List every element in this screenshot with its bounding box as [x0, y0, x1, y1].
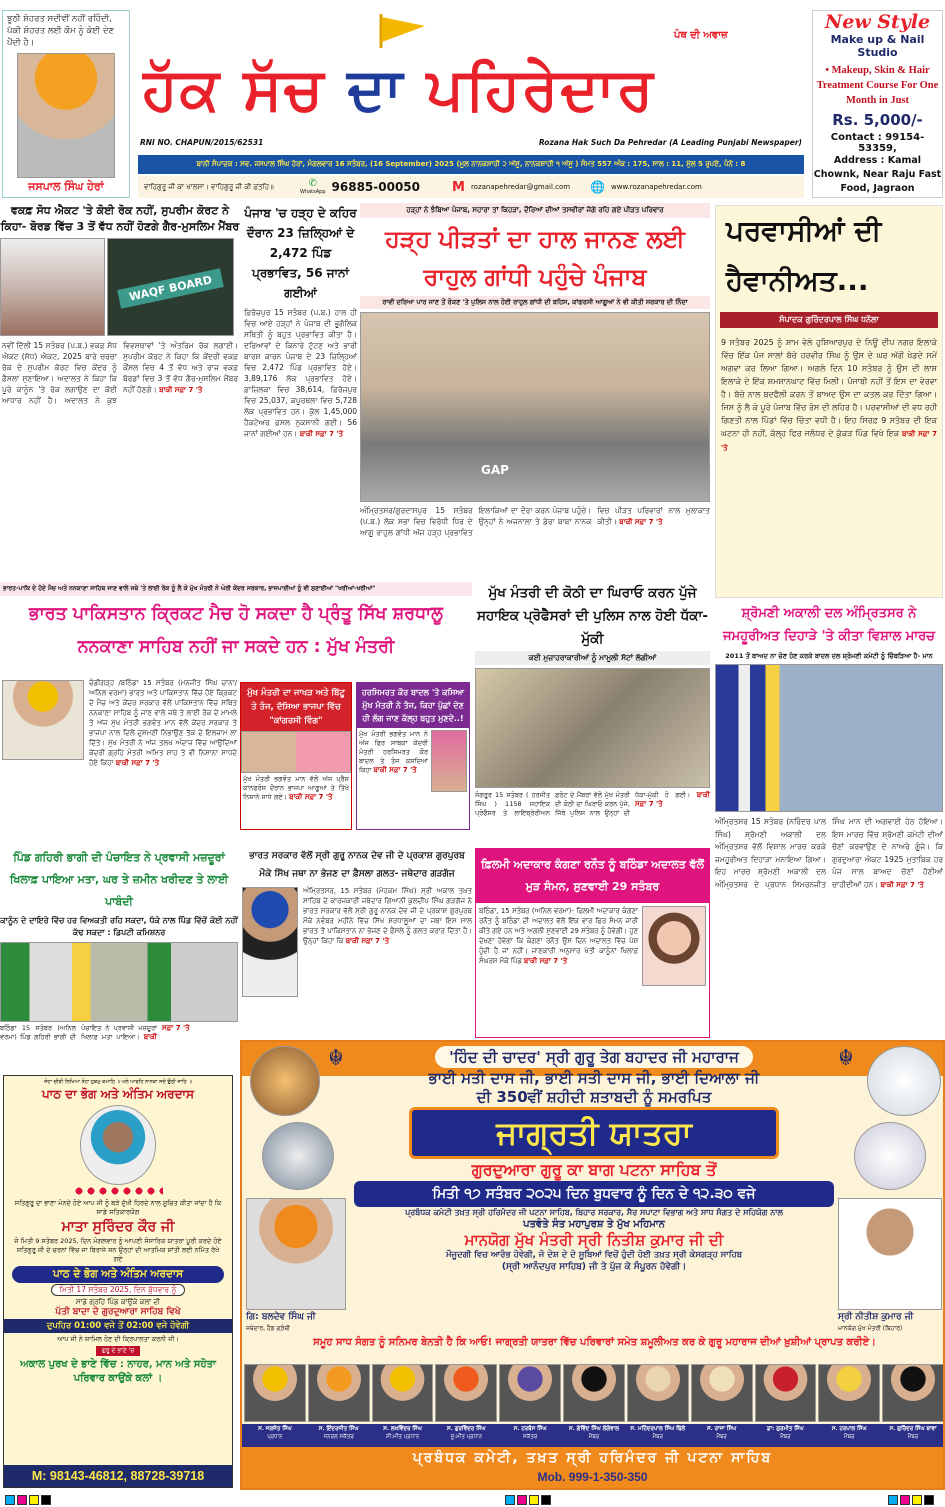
sad-body-text: ਅੰਮ੍ਰਿਤਸਰ 15 ਸਤੰਬਰ (ਨਰਿੰਦਰ ਪਾਲ ਸਿੰਘ) ਸ਼੍ਰੋਮਣੀ ਅਕਾਲੀ ਦਲ ਅੰਮ੍ਰਿਤਸਰ ਵੱਲੋਂ ਵਿਸ਼ਾਲ ਮਾਰਚ ਕਰਕੇ ਜਮਹੂਰੀਅਤ ਦਿਹਾੜਾ ਮਨਾਇਆ ਗਿਆ। ਇਹ ਮਾਰਚ ਸ਼੍ਰੋਮਣੀ ਅਕਾਲੀ ਦਲ ਅੰਮ੍ਰਿਤਸਰ ਦੇ ਪ੍ਰਧਾਨ ਸਿਮਰਨਜੀਤ ਸਿੰਘ ਮਾਨ ਦੀ ਅਗਵਾਈ ਹੇਠ ਹੋਇਆ। ਇਸ ਮਾਰਚ ਵਿੱਚ ਸ਼੍ਰੋਮਣੀ ਕਮੇਟੀ ਦੀਆਂ ਚੋਣਾਂ ਕਰਵਾਉਣ ਦੇ ਨਾਅਰੇ ਗੂੰਜੇ। ਕਿ ਗੁਰਦੁਆਰਾ ਐਕਟ 1925 ਮੁਤਾਬਿਕ ਹਰ ਪੰਜ ਸਾਲ ਬਾਅਦ ਚੋਣਾਂ ਹੋਣੀਆਂ ਚਾਹੀਦੀਆਂ ਹਨ। [715, 817, 943, 889]
sad-march-story [715, 602, 943, 1037]
member-name: ਸ. ਗੁਰਵਿੰਦਰ ਸਿੰਘ [447, 1426, 486, 1432]
tagline: ਪੰਥ ਦੀ ਅਵਾਜ਼ [674, 30, 728, 41]
member-photo [818, 1364, 880, 1422]
sad-subline: 2011 ਤੋਂ ਬਾਅਦ ਨਾ ਚੋਣ ਹੋਣ ਕਰਕੇ ਬਾਦਲ ਦਲ ਸ਼੍ਰੋਮਣੀ ਕਮੇਟੀ ਨੂੰ ਚਿੰਬੜਿਆ ਹੈ- ਮਾਨ [725, 652, 933, 660]
member-name: ਸ. ਗੁਰਿੰਦਰ ਸਿੰਘ ਬਾਵਾ [889, 1426, 937, 1432]
committee-member [563, 1364, 625, 1441]
migrant-body-text: ਬਠਿੰਡਾ 15 ਸਤੰਬਰ (ਅਨਿਲ ਵਰਮਾ) ਪਿੰਡ ਗਹਿਰੀ ਭਾਗੀ ਦੀ ਪੰਚਾਇਤ ਨੇ ਪ੍ਰਵਾਸੀ ਮਜ਼ਦੂਰਾਂ ਖਿਲਾਫ਼ ਮਤਾ ਪਾਇਆ। [0, 1024, 157, 1041]
gurdwara-photo-left [262, 1122, 334, 1190]
ad-contact: Contact : 99154-53359, [830, 132, 925, 154]
kangana-body-text: ਬਠਿੰਡਾ, 15 ਸਤੰਬਰ (ਅਨਿਲ ਵਰਮਾ)- ਫ਼ਿਲਮੀ ਅਦਾਕਾਰ ਕੰਗਣਾ ਰਨੌਤ ਨੂੰ ਬਠਿੰਡਾ ਦੀ ਅਦਾਲਤ ਵੱਲੋਂ ਇੱਕ ਵਾਰ ਫਿਰ ਸੰਮਨ ਜਾਰੀ ਕੀਤੇ ਗਏ ਹਨ ਅਤੇ ਅਗਲੀ ਸੁਣਵਾਈ 29 ਸਤੰਬਰ ਨੂੰ ਹੋਵੇਗੀ। ਹੁਣ ਦੇਖਣਾ ਹੋਵੇਗਾ ਕਿ ਕੰਗਣਾ ਰਨੌਤ ਉਸ ਦਿਨ ਅਦਾਲਤ ਵਿੱਚ ਪੇਸ਼ ਹੁੰਦੀ ਹੈ ਜਾਂ ਨਹੀਂ। ਜਾਣਕਾਰੀ ਅਨੁਸਾਰ ਖੇਤੀ ਕਾਨੂੰਨਾਂ ਖਿਲਾਫ਼ ਸੰਘਰਸ਼ ਮੌਕੇ ਪਿੰਡ [479, 907, 638, 965]
flood-headline: ਪੰਜਾਬ 'ਚ ਹੜ੍ਹ ਦੇ ਕਹਿਰ ਦੌਰਾਨ 23 ਜ਼ਿਲ੍ਹਿਆਂ ਦੇ 2,472 ਪਿੰਡ ਪ੍ਰਭਾਵਿਤ, 56 ਜਾਨਾਂ ਗਈਆਂ [244, 206, 357, 300]
whatsapp-badge [300, 178, 326, 196]
editorial-more-link[interactable]: ਬਾਕੀ ਸਫ਼ਾ 7 'ਤੇ [721, 430, 937, 452]
flood-body [244, 307, 357, 440]
cm-protest-story [475, 582, 710, 837]
panchayat-photo [0, 942, 238, 1022]
obit-divider: ਗੁਰੂ ਦੇ ਭਾਣੇ 'ਚ [96, 1346, 141, 1356]
kangana-content [476, 903, 709, 989]
rahul-photo [360, 312, 710, 502]
yatra-top: 'ਹਿੰਦ ਦੀ ਚਾਦਰ' ਸ੍ਰੀ ਗੁਰੂ ਤੇਗ ਬਹਾਦਰ ਜੀ ਮਹਾਰਾਜ [435, 1046, 753, 1068]
waqf-more-link[interactable]: ਬਾਕੀ ਸਫ਼ਾ 7 'ਤੇ [159, 386, 203, 394]
globe-icon: 🌐 [590, 180, 606, 194]
waqf-story [0, 203, 240, 578]
committee-member [435, 1364, 497, 1441]
yatra-origin: ਗੁਰਦੁਆਰਾ ਗੁਰੂ ਕਾ ਬਾਗ ਪਟਨਾ ਸਾਹਿਬ ਤੋਂ [471, 1160, 717, 1179]
yatra-center [354, 1046, 834, 1273]
committee-member [244, 1364, 306, 1441]
committee-members [244, 1364, 944, 1441]
committee-member [372, 1364, 434, 1441]
obit-intro: ਸਤਿਗੁਰੂ ਦਾ ਭਾਣਾ ਮੰਨਦੇ ਹੋਏ ਆਪ ਜੀ ਨੂੰ ਬੜੇ ਦੁੱਖੀ ਹਿਰਦੇ ਨਾਲ ਸੂਚਿਤ ਕੀਤਾ ਜਾਂਦਾ ਹੈ ਕਿ ਸਾਡੇ ਸਤਿਕਾਰਯੋਗ [14, 1199, 222, 1216]
jakhar-bittu-photo [241, 731, 351, 773]
gap-shirt-text: GAP [481, 463, 509, 477]
member-role: ਮੈਂਬਰ [780, 1434, 791, 1440]
box-harsimrat [356, 682, 470, 830]
harsimrat-headline: ਹਰਸਿਮਰਤ ਕੌਰ ਬਾਦਲ 'ਤੇ ਕਸਿਆ ਮੁੱਖ ਮੰਤਰੀ ਨੇ ਤੰਜ, ਕਿਹਾ ਪੁੱਛਾਂ ਦੇਣ ਹੀ ਲੱਗ ਜਾਣ ਕੱਲ੍ਹ ਬਹੁਤ ਮੁਣਦੇ..! [357, 683, 469, 728]
kangana-body [479, 906, 638, 986]
bittu-body-text: ਮੁੱਖ ਮੰਤਰੀ ਭਗਵੰਤ ਮਾਨ ਵੱਲੋਂ ਅੱਜ ਪ੍ਰੈਸ ਕਾਨਫਰੰਸ ਦੌਰਾਨ ਭਾਜਪਾ ਆਗੂਆਂ ਤੇ ਤਿੱਖੇ ਨਿਸ਼ਾਨੇ ਸਾਧੇ ਗਏ। [243, 775, 349, 801]
member-name: ਸ. ਰਾਜਾ ਸਿੰਘ [706, 1426, 737, 1432]
obit-request: ਆਪ ਜੀ ਨੇ ਸ਼ਾਮਿਲ ਹੋਣ ਦੀ ਕ੍ਰਿਪਾਲਤਾ ਕਰਨੀ ਜੀ। [57, 1335, 179, 1343]
migrant-more-link[interactable]: ਬਾਕੀ ਸਫ਼ਾ 7 'ਤੇ [143, 1024, 190, 1041]
committee-member [755, 1364, 817, 1441]
waqf-headline: ਵਕਫ਼ ਸੋਧ ਐਕਟ 'ਤੇ ਕੋਈ ਰੋਕ ਨਹੀਂ, ਸੁਪਰੀਮ ਕੋਰਟ ਨੇ ਕਿਹਾ- ਬੋਰਡ ਵਿੱਚ 3 ਤੋਂ ਵੱਧ ਨਹੀਂ ਹੋਣਗੇ ਗੈਰ-ਮੁਸਲਿਮ ਮੈਂਬਰ [0, 204, 240, 233]
yatra-line1: ਭਾਈ ਮਤੀ ਦਾਸ ਜੀ, ਭਾਈ ਸਤੀ ਦਾਸ ਜੀ, ਭਾਈ ਦਿਆਲਾ ਜੀ [428, 1069, 760, 1087]
yatra-guests: ਪਤਵੰਤੇ ਸੰਤ ਮਹਾਪੁਰਸ਼ ਤੇ ਮੁੱਖ ਮਹਿਮਾਨ [523, 1219, 665, 1230]
rahul-body-text: ਅੰਮ੍ਰਿਤਸਰ/ਗੁਰਦਾਸਪੁਰ 15 ਸਤੰਬਰ (ਪ.ਬ.) ਲੋਕ ਸਭਾ ਵਿਚ ਵਿਰੋਧੀ ਧਿਰ ਦੇ ਆਗੂ ਰਾਹੁਲ ਗਾਂਧੀ ਅੱਜ ਹੜ੍ਹ ਪ੍ਰਭਾਵਿਤ ਇਲਾਕਿਆਂ ਦਾ ਦੌਰਾ ਕਰਨ ਪੰਜਾਬ ਪਹੁੰਚੇ। ਉਨ੍ਹਾਂ ਨੇ ਅਜਨਾਲਾ ਤੇ ਡੇਰਾ ਬਾਬਾ ਨਾਨਕ ਵਿਚ ਪੀੜਤ ਪਰਿਵਾਰਾਂ ਨਾਲ ਮੁਲਾਕਾਤ ਕੀਤੀ। [360, 506, 710, 537]
roses-decoration [73, 1185, 163, 1197]
member-photo [755, 1364, 817, 1422]
obit-title: ਪਾਠ ਦਾ ਭੋਗ ਅਤੇ ਅੰਤਿਮ ਅਰਦਾਸ [42, 1087, 194, 1101]
new-style-ad [812, 10, 943, 198]
whatsapp-number[interactable]: 96885-00050 [331, 180, 420, 194]
title-da: ਦਾ [347, 55, 405, 123]
khanda-icon-right: ☬ [838, 1046, 854, 1071]
sad-body [715, 816, 943, 891]
sad-headline: ਸ਼੍ਰੋਮਣੀ ਅਕਾਲੀ ਦਲ ਅੰਮ੍ਰਿਤਸਰ ਨੇ ਜਮਹੂਰੀਅਤ ਦਿਹਾੜੇ 'ਤੇ ਕੀਤਾ ਵਿਸ਼ਾਲ ਮਾਰਚ [723, 606, 935, 644]
obit-phone[interactable]: M: 98143-46812, 88728-39718 [4, 1465, 232, 1487]
kangana-story [475, 848, 710, 1038]
founder-photo [17, 53, 115, 178]
rahul-kicker: ਹੜ੍ਹਾਂ ਨੇ ਝੰਬਿਆ ਪੰਜਾਬ, ਸਹਾਰਾ ਤਾਂ ਕਿਹੜਾ, ਦੌਰਿਆਂ ਦੀਆਂ ਤਸਵੀਰਾਂ ਜੋਗੇ ਰਹਿ ਗਏ ਪੀੜਤ ਪਰਿਵਾਰ [360, 203, 710, 218]
sad-more-link[interactable]: ਬਾਕੀ ਸਫ਼ਾ 7 'ਤੇ [880, 880, 924, 889]
member-name: ਸ. ਹਰਬੰਸ ਸਿੰਘ [513, 1426, 547, 1432]
cm-protest-headline: ਮੁੱਖ ਮੰਤਰੀ ਦੀ ਕੋਠੀ ਦਾ ਘਿਰਾਓ ਕਰਨ ਪੁੱਜੇ ਸਹਾਇਕ ਪ੍ਰੋਫੈਸਰਾਂ ਦੀ ਪੁਲਿਸ ਨਾਲ ਹੋਈ ਧੱਕਾ-ਮੁੱਕੀ [477, 585, 708, 647]
contact-strip [138, 176, 804, 198]
committee-member [691, 1364, 753, 1441]
founder-quote: ਝੂਠੀ ਸ਼ੋਹਰਤ ਸਦੀਵੀਂ ਨਹੀਂ ਰਹਿੰਦੀ, ਪੱਕੀ ਸ਼ੋਹਰਤ ਲਈ ਕੌਮ ਨੂੰ ਕੋਈ ਦੇਣ ਪੈਂਦੀ ਹੈ। [7, 14, 115, 48]
flood-story [244, 203, 357, 578]
harsimrat-content [357, 728, 469, 794]
gurdwara-photo-right [854, 1122, 926, 1190]
member-photo [691, 1364, 753, 1422]
khanda-icon-left: ☬ [328, 1046, 344, 1071]
gmail-icon: M [452, 179, 465, 195]
ad-address: Address : Kamal Chownk, Near Raju Fast Food, Jagraon [813, 155, 942, 194]
cricket-body-text: ਚੰਡੀਗੜ੍ਹ /ਬਠਿੰਡਾ 15 ਸਤੰਬਰ (ਮਨਜੀਤ ਸਿੰਘ ਚਾਨਾ/ ਅਨਿਲ ਵਰਮਾ) ਭਾਰਤ ਅਤੇ ਪਾਕਿਸਤਾਨ ਵਿੱਚ ਹੋਏ ਕ੍ਰਿਕਟ ਦੇ ਮੈਚ ਅਤੇ ਕੇਂਦਰ ਸਰਕਾਰ ਵੱਲੋਂ ਪਾਕਿਸਤਾਨ ਵਿੱਚ ਸਥਿਤ ਨਨਕਾਣਾ ਸਾਹਿਬ ਨੂੰ ਜਾਣ ਵਾਲੇ ਜਥੇ ਤੇ ਲਾਈ ਰੋਕ ਦੇ ਮਾਮਲੇ ਤੇ ਅੱਜ ਮੁੱਖ ਮੰਤਰੀ ਭਗਵੰਤ ਮਾਨ ਵੱਲੋਂ ਕੇਂਦਰ ਸਰਕਾਰ ਤੇ ਭਾਜਪਾ ਨਾਲ ਦਿਲੋਂ ਦੁਸ਼ਮਣੀ ਨਿਭਾਉਣ ਤੱਕ ਦੇ ਇਲਜ਼ਾਮ ਲਾ ਦਿੱਤੇ। ਮੁੱਖ ਮੰਤਰੀ ਨੇ ਅੱਜ ਤਲਖ ਅੰਦਾਜ਼ ਵਿੱਚ ਆਉਂਦਿਆਂ ਕੇਂਦਰੀ ਗ੍ਰਹਿ ਮੰਤਰੀ ਅਮਿਤ ਸ਼ਾਹ ਤੇ ਵੀ ਨਿਸ਼ਾਨਾ ਸਾਧਦੇ ਹੋਏ ਕਿਹਾ [89, 679, 237, 767]
cricket-body [2, 678, 237, 768]
supreme-court-photo [0, 238, 105, 336]
cricket-more-link[interactable]: ਬਾਕੀ ਸਫ਼ਾ 7 'ਤੇ [115, 759, 160, 767]
rahul-body [360, 505, 710, 538]
member-role: ਮੈਂਬਰ [588, 1434, 600, 1440]
cm-protest-more-link[interactable]: ਬਾਕੀ ਸਫ਼ਾ 7 'ਤੇ [635, 791, 710, 808]
bittu-headline: ਮੁੱਖ ਮੰਤਰੀ ਦਾ ਜਾਖੜ ਅਤੇ ਬਿੱਟੂ ਤੇ ਤੰਜ, ਦੱਸਿਆ ਭਾਜਪਾ ਵਿੱਚ "ਕਾਂਗਰਸੀ ਵਿੰਗ" [241, 683, 351, 731]
yatra-date: ਮਿਤੀ ੧੭ ਸਤੰਬਰ ੨੦੨੫ ਦਿਨ ਬੁਧਵਾਰ ਨੂੰ ਦਿਨ ਦੇ ੧੨.੩੦ ਵਜੇ [354, 1181, 834, 1207]
migrant-body [0, 1024, 238, 1042]
waqf-board-sign: WAQF BOARD [117, 268, 224, 308]
patna-sahib-photo [867, 1046, 941, 1116]
nishan-sahib-flag-icon [377, 14, 427, 48]
kangana-headline: ਫ਼ਿਲਮੀ ਅਦਾਕਾਰ ਕੰਗਣਾ ਰਨੌਤ ਨੂੰ ਬਠਿੰਡਾ ਅਦਾਲਤ ਵੱਲੋਂ ਮੁੜ ਸੰਮਨ, ਸੁਣਵਾਈ 29 ਸਤੰਬਰ [476, 849, 709, 903]
yatra-end: (ਸ੍ਰੀ ਆਨੰਦਪੁਰ ਸਾਹਿਬ) ਜੀ ਤੇ ਪੁੱਜ ਕੇ ਸੰਪੂਰਨ ਹੋਵੇਗੀ। [501, 1262, 687, 1272]
founder-box [2, 10, 130, 198]
obituary-ad [3, 1075, 233, 1488]
cricket-headline: ਭਾਰਤ ਪਾਕਿਸਤਾਨ ਕ੍ਰਿਕਟ ਮੈਚ ਹੋ ਸਕਦਾ ਹੈ ਪ੍ਰੰਤੂ ਸਿੱਖ ਸ਼ਰਧਾਲੂ ਨਨਕਾਣਾ ਸਾਹਿਬ ਨਹੀਂ ਜਾ ਸਕਦੇ ਹਨ : ਮੁੱਖ ਮੰਤਰੀ [29, 604, 443, 657]
obit-place1: ਸਾਡੇ ਗ੍ਰਹਿ ਪਿੰਡ ਕਾਉਂਕੇ ਕਲਾਂ ਦੀ [75, 1298, 161, 1306]
masthead [134, 10, 808, 198]
rahul-more-link[interactable]: ਬਾਕੀ ਸਫ਼ਾ 7 'ਤੇ [619, 518, 663, 526]
masthead-title [142, 50, 802, 128]
member-photo [563, 1364, 625, 1422]
website-link[interactable]: www.rozanapehredar.com [611, 183, 702, 191]
gurpurab-body-text: ਅੰਮ੍ਰਿਤਸਰ, 15 ਸਤੰਬਰ (ਮੋਹਕਮ ਸਿੰਘ) ਸ੍ਰੀ ਅਕਾਲ ਤਖ਼ਤ ਸਾਹਿਬ ਦੇ ਕਾਰਜਕਾਰੀ ਜਥੇਦਾਰ ਗਿਆਨੀ ਕੁਲਦੀਪ ਸਿੰਘ ਗੜਗੱਜ ਨੇ ਭਾਰਤ ਸਰਕਾਰ ਵੱਲੋਂ ਸ੍ਰੀ ਗੁਰੂ ਨਾਨਕ ਦੇਵ ਜੀ ਦੇ ਪ੍ਰਕਾਸ਼ ਗੁਰਪੁਰਬ ਮੌਕੇ ਨਵੰਬਰ ਮਹੀਨੇ ਵਿੱਚ ਸਿੱਖ ਸ਼ਰਧਾਲੂਆਂ ਦਾ ਜਥਾ ਇਸ ਸਾਲ ਭਾਰਤ ਤੋਂ ਪਾਕਿਸਤਾਨ ਨਾ ਭੇਜਣ ਦੇ ਫ਼ੈਸਲੇ ਨੂੰ ਗਲਤ ਕਰਾਰ ਦਿੱਤਾ ਹੈ। ਉਨ੍ਹਾਂ ਕਿਹਾ ਕਿ [303, 887, 472, 945]
member-name: ਸ. ਮਹਿੰਦਰਪਾਲ ਸਿੰਘ ਢਿੱਲੋਂ [630, 1426, 686, 1432]
baldev-singh-name: ਗਿ: ਬਲਦੇਵ ਸਿੰਘ ਜੀ [246, 1312, 316, 1322]
rahul-story [360, 203, 710, 578]
whatsapp-icon: ✆ [308, 178, 317, 189]
box-bittu [240, 682, 352, 830]
flood-more-link[interactable]: ਬਾਕੀ ਸਫ਼ਾ 7 'ਤੇ [299, 430, 344, 438]
migrant-headline: ਪਿੰਡ ਗਹਿਰੀ ਭਾਗੀ ਦੀ ਪੰਚਾਇਤ ਨੇ ਪ੍ਰਵਾਸੀ ਮਜ਼ਦੂਰਾਂ ਖਿਲਾਫ਼ ਪਾਇਆ ਮਤਾ, ਘਰ ਤੇ ਜ਼ਮੀਨ ਖਰੀਦਣ ਤੇ ਲਾਈ ਪਾਬੰਦੀ [9, 851, 229, 908]
cricket-kicker: ਭਾਰਤ-ਪਾਕਿ ਦੇ ਹੋਏ ਮੈਚ ਅਤੇ ਨਨਕਾਣਾ ਸਾਹਿਬ ਜਾਣ ਵਾਲੇ ਜਥੇ 'ਤੇ ਲਾਈ ਰੋਕ ਨੂੰ ਲੈ ਕੇ ਮੁੱਖ ਮੰਤਰੀ ਨੇ ਘੇਰੀ ਕੇਂਦਰ ਸਰਕਾਰ, ਭਾਜਪਾਈਆਂ ਨੂੰ ਵੀ ਸੁਣਾਈਆਂ "ਖਰੀਆਂ-ਖਰੀਆਂ" [0, 582, 472, 596]
cmyk-marks-mid [505, 1495, 551, 1505]
baldev-singh-role: ਜਥੇਦਾਰ, ਹੈਡ ਗ੍ਰੰਥੀ [246, 1325, 290, 1332]
waqf-photos [0, 238, 240, 336]
member-photo [308, 1364, 370, 1422]
baldev-singh-photo [246, 1198, 346, 1310]
member-role: ਮੈਂਬਰ [716, 1434, 727, 1440]
yatra-appeal: ਸਮੂਹ ਸਾਧ ਸੰਗਤ ਨੂੰ ਸਨਿਮਰ ਬੇਨਤੀ ਹੈ ਕਿ ਆਓ! ਜਾਗ੍ਰਤੀ ਯਾਤਰਾ ਵਿੱਚ ਪਰਿਵਾਰਾਂ ਸਮੇਤ ਸ਼ਮੂਲੀਅਤ ਕਰ ਕੇ ਗੁਰੂ ਮਹਾਰਾਜ ਦੀਆਂ ਖ਼ੁਸ਼ੀਆਂ ਪ੍ਰਾਪਤ ਕਰੀਏ। [313, 1337, 876, 1348]
cricket-story [0, 582, 472, 837]
title-pehredar: ਪਹਿਰੇਦਾਰ [426, 55, 656, 123]
bhagwant-mann-photo [2, 680, 84, 760]
obit-verse: ਜੇਹਾ ਚੀਰੀ ਲਿਖਿਆ ਤੇਹਾ ਹੁਕਮੁ ਕਮਾਹਿ ॥ ਘਲੇ ਆਵਹਿ ਨਾਨਕਾ ਸਦੇ ਉਠੀ ਜਾਹਿ ॥ [44, 1079, 192, 1085]
gurpurab-headline: ਭਾਰਤ ਸਰਕਾਰ ਵੱਲੋਂ ਸ੍ਰੀ ਗੁਰੂ ਨਾਨਕ ਦੇਵ ਜੀ ਦੇ ਪ੍ਰਕਾਸ਼ ਗੁਰਪੁਰਬ ਮੌਕੇ ਸਿੱਖ ਜਥਾ ਨਾ ਭੇਜਣ ਦਾ ਫ਼ੈਸਲਾ ਗਲਤ- ਜਥੇਦਾਰ ਗੜਗੱਜ [249, 851, 465, 879]
member-name: ਸ. ਹਰਪਾਲ ਸਿੰਘ [831, 1426, 867, 1432]
cmyk-marks-right [888, 1495, 934, 1505]
harsimrat-more-link[interactable]: ਬਾਕੀ ਸਫ਼ਾ 7 'ਤੇ [373, 766, 417, 774]
editorial-body [716, 334, 942, 457]
jagriti-yatra-ad [240, 1040, 945, 1490]
member-name: ਸ. ਗੋਵਿੰਦ ਸਿੰਘ ਲੋਂਗੋਵਾਲ [568, 1426, 619, 1432]
ad-line1: Make up & Nail Studio [830, 33, 925, 59]
member-name: ਸ. ਜਗਜੋਤ ਸਿੰਘ [258, 1426, 292, 1432]
greeting: ਵਾਹਿਗੁਰੂ ਜੀ ਕਾ ਖਾਲਸਾ। ਵਾਹਿਗੁਰੂ ਜੀ ਕੀ ਫ਼ਤਹਿ॥ [144, 182, 274, 191]
member-role: ਮੈਂਬਰ [907, 1434, 919, 1440]
editorial-body-text: 9 ਸਤੰਬਰ 2025 ਨੂੰ ਸ਼ਾਮ ਵੇਲੇ ਹੁਸ਼ਿਆਰਪੁਰ ਦੇ ਨਿਊ ਦੀਪ ਨਗਰ ਇਲਾਕੇ ਵਿੱਚ ਇੱਕ ਪੰਜ ਸਾਲਾਂ ਬੱਚੇ ਹਰਵੀਰ ਸਿੰਘ ਨੂੰ ਉਸ ਦੇ ਘਰ ਅੱਗੋਂ ਖੇਡਦੇ ਸਮੇਂ ਅਗਵਾ ਕਰ ਲਿਆ ਗਿਆ। ਅਗਲੇ ਦਿਨ 10 ਸਤੰਬਰ ਨੂੰ ਉਸ ਦੀ ਲਾਸ਼ ਇਲਾਕੇ ਦੇ ਇੱਕ ਸ਼ਮਸ਼ਾਨਘਾਟ ਵਿੱਚ ਮਿਲੀ। ਪੰਜਾਬੀ ਨਹੀਂ ਤੋਂ ਇਸ ਦਾ ਵੇਰਵਾ ਹੈ। ਬੱਚੇ ਨਾਲ ਬਦਫੈਲੀ ਕਰਨ ਤੋਂ ਬਾਅਦ ਉਸ ਦਾ ਕਤਲ ਕਰ ਦਿੱਤਾ ਗਿਆ। ਜਿਸ ਨੂੰ ਲੈ ਕੇ ਪੂਰੇ ਪੰਜਾਬ ਵਿੱਚ ਰੋਸ ਦੀ ਲਹਿਰ ਹੈ। ਪਰਵਾਸੀਆਂ ਦੀ ਵਧ ਰਹੀ ਗਿਣਤੀ ਨਾਲ ਪਿੰਡਾਂ ਵਿੱਚ ਚਿੰਤਾ ਵਧੀ ਹੈ। ਇਹ ਸਿਰਫ਼ 9 ਸਤੰਬਰ ਦੀ ਇਕ ਘਟਨਾ ਹੀ ਨਹੀਂ, ਕੱਲ੍ਹ ਫਿਰ ਜਲੰਧਰ ਦੇ ਕੁੱਕੜ ਪਿੰਡ ਵਿਖੇ ਇਕ [721, 338, 937, 438]
member-role: ਪ੍ਰਧਾਨ [267, 1434, 283, 1440]
member-photo [244, 1364, 306, 1422]
nitish-kumar-photo [838, 1198, 942, 1310]
member-role: ਜੂ:ਮੀਤ ਪ੍ਰਧਾਨ [450, 1434, 483, 1440]
obit-date: ਮਿਤੀ 17 ਸਤੰਬਰ 2025, ਦਿਨ ਬੁੱਧਵਾਰ ਨੂੰ [51, 1284, 186, 1296]
yatra-title: ਜਾਗ੍ਰਤੀ ਯਾਤਰਾ [409, 1107, 779, 1159]
committee-member [499, 1364, 561, 1441]
jathedar-gargaj-photo [242, 887, 298, 997]
member-photo [627, 1364, 689, 1422]
cmyk-marks-left [5, 1495, 51, 1505]
yatra-presence: ਮੌਜੂਦਗੀ ਵਿਚ ਆਰੰਭ ਹੋਵੇਗੀ, ਜੋ ਦੇਸ਼ ਦੇ ਦੋ ਸੂਬਿਆਂ ਵਿਚੋਂ ਹੁੰਦੀ ਹੋਈ ਤਖ਼ਤ ਸ੍ਰੀ ਕੇਸਗੜ੍ਹ ਸਾਹਿਬ [445, 1250, 743, 1260]
member-role: ਮੈਂਬਰ [843, 1434, 855, 1440]
member-role: ਸੀ:ਮੀਤ ਪ੍ਰਧਾਨ [385, 1434, 420, 1440]
committee-member [818, 1364, 880, 1441]
committee-member [308, 1364, 370, 1441]
bittu-body [241, 773, 351, 804]
obit-time: ਦੁਪਹਿਰ 01:00 ਵਜੇ ਤੋਂ 02:00 ਵਜੇ ਹੋਵੇਗੀ [4, 1319, 232, 1333]
whatsapp-label: WhatsApp [300, 189, 326, 195]
cm-protest-body [475, 791, 710, 818]
rni-number: RNI NO. CHAPUN/2015/62531 [140, 138, 264, 147]
obit-banner: ਪਾਠ ਦੇ ਭੋਗ ਅਤੇ ਅੰਤਿਮ ਅਰਦਾਸ [12, 1266, 224, 1283]
guru-painting [250, 1046, 320, 1116]
obit-family: ਅਕਾਲ ਪੁਰਖ ਦੇ ਭਾਣੇ ਵਿੱਚ : ਨਾਹਰ, ਮਾਨ ਅਤੇ ਸਹੋਤਾ ਪਰਿਵਾਰ ਕਾਉਂਕੇ ਕਲਾਂ । [20, 1359, 216, 1384]
cm-protest-body-text: ਸੰਗਰੂਰ 15 ਸਤੰਬਰ ( ਹਰਜੀਤ ਸਿੰਘ ) 1158 ਸਹਾਇਕ ਪ੍ਰੋਫੈਸਰ ਤੇ ਲਾਇਬ੍ਰੇਰੀਅਨ ਫਰੰਟ ਦੇ ਮੈਂਬਰਾਂ ਵੱਲੋਂ ਮੁੱਖ ਮੰਤਰੀ ਦੀ ਕੋਠੀ ਦਾ ਘਿਰਾਓ ਕਰਨ ਪੁੱਜੇ, ਜਿੱਥੇ ਪੁਲਿਸ ਨਾਲ ਉਨ੍ਹਾਂ ਦੀ ਧੱਕਾ-ਮੁੱਕੀ ਹੋ ਗਈ। [475, 791, 691, 817]
member-name: ਸ. ਲਖਵਿੰਦਰ ਸਿੰਘ [383, 1426, 422, 1432]
obit-name: ਮਾਤਾ ਸੁਰਿੰਦਰ ਕੌਰ ਜੀ [61, 1219, 175, 1235]
ad-price: Rs. 5,000/- [832, 111, 923, 129]
member-photo [435, 1364, 497, 1422]
editorial-headline: ਪਰਵਾਸੀਆਂ ਦੀ ਹੈਵਾਨੀਅਤ... [726, 214, 882, 297]
english-name: Rozana Hak Such Da Pehredar (A Leading Punjabi Newspaper) [538, 138, 802, 147]
gurpurab-story [242, 847, 472, 1037]
kangana-more-link[interactable]: ਬਾਕੀ ਸਫ਼ਾ 7 'ਤੇ [523, 957, 568, 965]
yatra-chief-guest: ਮਾਨਯੋਗ ਮੁੱਖ ਮੰਤਰੀ ਸ੍ਰੀ ਨਿਤੀਸ਼ ਕੁਮਾਰ ਜੀ ਦੀ [464, 1231, 724, 1249]
member-name: ਸ. ਇੰਦਰਜੀਤ ਸਿੰਘ [318, 1426, 359, 1432]
ad-brand: New Style [824, 11, 931, 33]
waqf-body [0, 340, 240, 578]
nitish-kumar-role: ਮਾਨਯੋਗ ਮੁੱਖ ਮੰਤਰੀ (ਬਿਹਾਰ) [838, 1325, 903, 1332]
gurpurab-body [242, 886, 472, 946]
migrant-subline: ਕਾਨੂੰਨ ਦੇ ਦਾਇਰੇ ਵਿੱਚ ਹਰ ਵਿਅਕਤੀ ਰਹਿ ਸਕਦਾ, ਧੱਕੇ ਨਾਲ ਪਿੰਡ ਵਿੱਚੋਂ ਕੋਈ ਨਹੀਂ ਕੱਢ ਸਕਦਾ : ਡਿਪਟੀ ਕਮਿਸ਼ਨਰ [0, 916, 238, 937]
nitish-kumar-name: ਸ੍ਰੀ ਨੀਤੀਸ਼ ਕੁਮਾਰ ਜੀ [838, 1312, 914, 1322]
waqf-board-photo [107, 238, 234, 336]
protest-photo [475, 668, 710, 788]
yatra-line2: ਦੀ 350ਵੀਂ ਸ਼ਹੀਦੀ ਸ਼ਤਾਬਦੀ ਨੂੰ ਸਮਰਪਿਤ [476, 1088, 712, 1106]
ad-line2: • Makeup, Skin & Hair Treatment Course For One Month in Just [816, 65, 939, 106]
migrant-story [0, 847, 238, 1072]
gurpurab-more-link[interactable]: ਬਾਕੀ ਸਫ਼ਾ 7 'ਤੇ [345, 937, 390, 945]
info-bar: ਬਾਨੀ ਸੰਪਾਦਕ : ਸਵ. ਜਸਪਾਲ ਸਿੰਘ ਹੇਰਾਂ, ਮੰਗਲਵਾਰ 16 ਸਤੰਬਰ, (16 September) 2025 (ਮੂਲ ਨਾਨਕਸ਼ਾਹੀ ੨ ਅੱਸੂ, ਨਾਨਕਸ਼ਾਹੀ ੧ ਅੱਸੂ ) ਸੰਮਤ 557 ਅੰਕ : 175, ਸਾਲ : 11, ਮੁੱਲ 5 ਰੁਪਏ, ਪੰਨੇ : 8 [138, 155, 804, 174]
obit-place2: ਪੱਤੀ ਬਾਦਾ ਦੇ ਗੁਰਦੁਆਰਾ ਸਾਹਿਬ ਵਿਖੇ [55, 1307, 181, 1317]
member-role: ਮੈਂਬਰ [652, 1434, 664, 1440]
obit-details: ਜੋ ਮਿਤੀ 9 ਸਤੰਬਰ 2025, ਦਿਨ ਮੰਗਲਵਾਰ ਨੂੰ ਆਪਣੀ ਸੰਸਾਰਿਕ ਯਾਤਰਾ ਪੂਰੀ ਕਰਦੇ ਹੋਏ ਸਤਿਗੁਰੂ ਜੀ ਦੇ ਚਰਨਾਂ ਵਿੱਚ ਜਾ ਬਿਰਾਜੇ ਸਨ ਉਨ੍ਹਾਂ ਦੀ ਆਤਮਿਕ ਸ਼ਾਂਤੀ ਲਈ ਨਮਿੱਤ ਰੱਖੇ ਗਏ [14, 1237, 222, 1263]
kangana-photo [642, 906, 706, 986]
member-photo [499, 1364, 561, 1422]
member-photo [372, 1364, 434, 1422]
member-name: ਡਾ: ਗੁਰਮੀਤ ਸਿੰਘ [767, 1426, 804, 1432]
rahul-subline: ਰਾਵੀ ਦਰਿਆ ਪਾਰ ਜਾਣ ਤੋਂ ਰੋਕਣ 'ਤੇ ਪੁਲਿਸ ਨਾਲ ਹੋਈ ਰਾਹੁਲ ਗਾਂਧੀ ਦੀ ਬਹਿਸ, ਕਾਂਗਰਸੀ ਆਗੂਆਂ ਨੇ ਵੀ ਕੀਤੀ ਸਰਕਾਰ ਦੀ ਨਿੰਦਾ [360, 296, 710, 309]
committee-mobile[interactable]: Mob. 999-1-350-350 [537, 1470, 648, 1484]
email-link[interactable]: rozanapehredar@gmail.com [470, 183, 571, 191]
harsimrat-photo [431, 730, 467, 792]
sad-march-photo [715, 664, 943, 812]
committee-footer: ਪ੍ਰਬੰਧਕ ਕਮੇਟੀ, ਤਖ਼ਤ ਸ੍ਰੀ ਹਰਿਮੰਦਰ ਜੀ ਪਟਨਾ ਸਾਹਿਬ [242, 1447, 943, 1488]
harsimrat-body-text: ਮੁੱਖ ਮੰਤਰੀ ਭਗਵੰਤ ਮਾਨ ਨੇ ਅੱਜ ਫਿਰ ਸਾਬਕਾ ਕੇਂਦਰੀ ਮੰਤਰੀ ਹਰਸਿਮਰਤ ਕੌਰ ਬਾਦਲ ਤੇ ਤੰਜ ਕਸਦਿਆਂ ਕਿਹਾ [359, 730, 428, 774]
bittu-more-link[interactable]: ਬਾਕੀ ਸਫ਼ਾ 7 'ਤੇ [289, 793, 333, 801]
editorial [715, 205, 943, 598]
member-role: ਸਕੱਤਰ [522, 1434, 538, 1440]
mata-surinder-kaur-photo [80, 1105, 156, 1185]
harsimrat-body [359, 730, 428, 792]
cm-protest-subline: ਕਈ ਮੁਜ਼ਾਹਰਾਕਾਰੀਆਂ ਨੂੰ ਮਾਮੂਲੀ ਸੱਟਾਂ ਲੱਗੀਆਂ [475, 651, 710, 665]
rahul-headline: ਹੜ੍ਹ ਪੀੜਤਾਂ ਦਾ ਹਾਲ ਜਾਨਣ ਲਈ ਰਾਹੁਲ ਗਾਂਧੀ ਪਹੁੰਚੇ ਪੰਜਾਬ [385, 225, 685, 291]
yatra-cooperation: ਪ੍ਰਬੰਧਕ ਕਮੇਟੀ ਤਖ਼ਤ ਸ੍ਰੀ ਹਰਿਮੰਦਰ ਜੀ ਪਟਨਾ ਸਾਹਿਬ, ਬਿਹਾਰ ਸਰਕਾਰ, ਸੈਰ ਸਪਾਟਾ ਵਿਭਾਗ ਅਤੇ ਸਾਧ ਸੰਗਤ ਦੇ ਸਹਿਯੋਗ ਨਾਲ [405, 1208, 783, 1217]
flood-body-text: ਫ਼ਿਰੋਜ਼ਪੁਰ 15 ਸਤੰਬਰ (ਪ.ਬ.) ਹਾਲ ਹੀ ਵਿਚ ਆਏ ਹੜ੍ਹਾਂ ਨੇ ਪੰਜਾਬ ਦੀ ਭੂਗੋਲਿਕ ਸਥਿਤੀ ਨੂੰ ਬਹੁਤ ਪ੍ਰਭਾਵਿਤ ਕੀਤਾ ਹੈ। ਦਰਿਆਵਾਂ ਦੇ ਕਿਨਾਰੇ ਟੁੱਟਣ ਅਤੇ ਭਾਰੀ ਬਾਰਸ਼ ਕਾਰਨ ਪੰਜਾਬ ਦੇ 23 ਜ਼ਿਲ੍ਹਿਆਂ ਵਿਚ 2,472 ਪਿੰਡ ਪ੍ਰਭਾਵਿਤ ਹੋਏ। 3,89,176 ਲੋਕ ਪ੍ਰਭਾਵਿਤ ਹੋਏ। ਫ਼ਾਜ਼ਿਲਕਾ ਵਿਚ 38,614, ਫ਼ਿਰੋਜ਼ਪੁਰ ਵਿਚ 25,037, ਕਪੂਰਥਲਾ ਵਿਚ 5,728 ਲੋਕ ਪ੍ਰਭਾਵਿਤ ਹਨ। ਕੁੱਲ 1,45,000 ਹੈਕਟੇਅਰ ਫ਼ਸਲ ਨੁਕਸਾਨੀ ਗਈ। 56 ਜਾਨਾਂ ਗਈਆਂ ਹਨ। [244, 308, 357, 438]
committee-member [882, 1364, 944, 1441]
founder-name: ਜਸਪਾਲ ਸਿੰਘ ਹੇਰਾਂ [28, 180, 104, 193]
member-photo [882, 1364, 944, 1422]
committee-member [627, 1364, 689, 1441]
member-role: ਜਨਰਲ ਸਕੱਤਰ [323, 1434, 354, 1440]
waqf-body-text: ਨਵੀਂ ਦਿੱਲੀ 15 ਸਤੰਬਰ (ਪ.ਬ.) ਵਕਫ਼ ਸੋਧ ਐਕਟ (ਸੋਧ) ਐਕਟ, 2025 ਬਾਰੇ ਚਰਚਾ ਰੋਕ ਦੇ ਸੁਪਰੀਮ ਕੋਰਟ ਵਿਚ ਕੇਂਦਰ ਨੂੰ ਫ਼ੈਸਲਾ ਸੁਣਾਇਆ। ਅਦਾਲਤ ਨੇ ਕਿਹਾ ਕਿ ਪੂਰੇ ਕਾਨੂੰਨ 'ਤੇ ਰੋਕ ਲਗਾਉਣ ਦਾ ਕੋਈ ਆਧਾਰ ਨਹੀਂ ਹੈ। ਅਦਾਲਤ ਨੇ ਕੁਝ ਵਿਵਸਥਾਵਾਂ 'ਤੇ ਅੰਤਰਿਮ ਰੋਕ ਲਗਾਈ। ਸੁਪਰੀਮ ਕੋਰਟ ਨੇ ਕਿਹਾ ਕਿ ਕੇਂਦਰੀ ਵਕਫ਼ ਕੌਂਸਲ ਵਿਚ 4 ਤੋਂ ਵੱਧ ਅਤੇ ਰਾਜ ਵਕਫ਼ ਬੋਰਡਾਂ ਵਿਚ 3 ਤੋਂ ਵੱਧ ਗੈਰ-ਮੁਸਲਿਮ ਮੈਂਬਰ ਨਹੀਂ ਹੋਣਗੇ। [2, 341, 238, 405]
editorial-byline: ਸੰਪਾਦਕ ਗੁਰਿੰਦਰਪਾਲ ਸਿੰਘ ਧਨੌਲਾ [720, 312, 938, 328]
title-hak-sach: ਹੱਕ ਸੱਚ [142, 55, 326, 123]
